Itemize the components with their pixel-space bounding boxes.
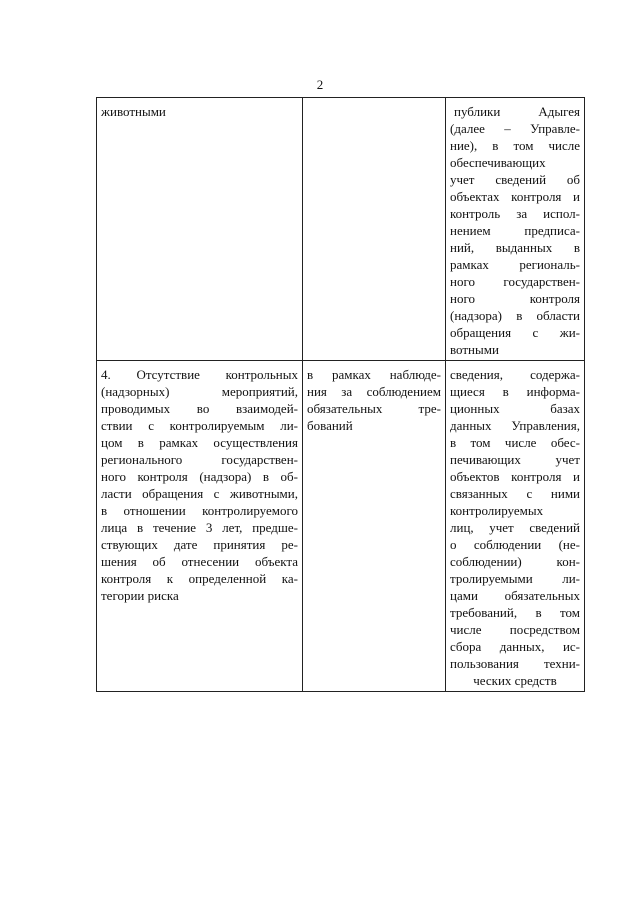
cell-text-line: ласти обращения с животными,: [101, 486, 298, 501]
cell-text-line: обеспечивающих: [450, 155, 546, 170]
cell-text-line: щиеся в информа-: [450, 384, 580, 399]
page-number: 2: [316, 77, 324, 92]
cell-text-line: ного контроля (надзора) в об-: [101, 469, 298, 484]
cell-text-line: пользования техни-: [450, 656, 580, 671]
cell-text-line: публики Адыгея: [454, 104, 580, 119]
cell-text-line: (надзора) в области: [450, 308, 580, 323]
cell-text-line: ствующих дате принятия ре-: [101, 537, 298, 552]
row-1-source-cell: [446, 98, 585, 361]
cell-text-line: данных Управления,: [450, 418, 580, 433]
cell-text-line: ствии с контролируемым ли-: [101, 418, 298, 433]
cell-text-line: (далее – Управле-: [450, 121, 580, 136]
cell-text-line: нением предписа-: [450, 223, 580, 238]
cell-text-line: лица в течение 3 лет, предше-: [101, 520, 298, 535]
cell-text-line: требований, в том: [450, 605, 580, 620]
cell-text-line: цом в рамках осуществления: [101, 435, 298, 450]
cell-text-line: цами обязательных: [450, 588, 580, 603]
row-2-method-cell: [303, 361, 446, 692]
cell-text-line: вотными: [450, 342, 499, 357]
cell-text-line: контролируемых: [450, 503, 544, 518]
cell-text-line: ного контроля: [450, 291, 580, 306]
cell-text-line: контроль за испол-: [450, 206, 580, 221]
cell-text-line: сведения, содержа-: [450, 367, 580, 382]
cell-text-line: обязательных тре-: [307, 401, 441, 416]
cell-text-line: лиц, учет сведений: [450, 520, 580, 535]
cell-text-line: в рамках наблюде-: [307, 367, 441, 382]
cell-text-line: связанных с ними: [450, 486, 580, 501]
row-2-criterion-cell: [97, 361, 303, 692]
cell-text-line: бований: [307, 418, 353, 433]
cell-text-line: животными: [101, 104, 166, 119]
cell-text-line: печивающих учет: [450, 452, 580, 467]
cell-text-line: 4. Отсутствие контрольных: [101, 367, 298, 382]
cell-text-line: регионального государствен-: [101, 452, 298, 467]
table-row: [97, 361, 585, 692]
table-row: [97, 98, 585, 361]
row-2-source-cell: [446, 361, 585, 692]
cell-text-line: в том числе обес-: [450, 435, 580, 450]
cell-text-line: ного государствен-: [450, 274, 580, 289]
cell-text-line: ционных базах: [450, 401, 580, 416]
cell-text-line: сбора данных, ис-: [450, 639, 580, 654]
row-1-criterion-cell: [97, 98, 303, 361]
cell-text-line: рамках региональ-: [450, 257, 580, 272]
cell-text-line: учет сведений об: [450, 172, 580, 187]
cell-text-line: тегории риска: [101, 588, 179, 603]
cell-text-line: (надзорных) мероприятий,: [101, 384, 298, 399]
cell-text-line: о соблюдении (не-: [450, 537, 580, 552]
cell-text-line: ние), в том числе: [450, 138, 580, 153]
cell-text-line: объектов контроля и: [450, 469, 580, 484]
cell-text-line: проводимых во взаимодей-: [101, 401, 298, 416]
cell-text-line: ческих средств: [473, 673, 557, 688]
cell-text-line: числе посредством: [450, 622, 580, 637]
criteria-table: [96, 97, 585, 692]
row-1-method-cell: [303, 98, 446, 361]
cell-text-line: соблюдении) кон-: [450, 554, 580, 569]
cell-text-line: обращения с жи-: [450, 325, 580, 340]
cell-text-line: ния за соблюдением: [307, 384, 441, 399]
cell-text-line: контроля к определенной ка-: [101, 571, 298, 586]
cell-text-line: объектах контроля и: [450, 189, 580, 204]
cell-text-line: шения об отнесении объекта: [101, 554, 298, 569]
cell-text-line: ний, выданных в: [450, 240, 580, 255]
cell-text-line: в отношении контролируемого: [101, 503, 298, 518]
cell-text-line: тролируемыми ли-: [450, 571, 580, 586]
